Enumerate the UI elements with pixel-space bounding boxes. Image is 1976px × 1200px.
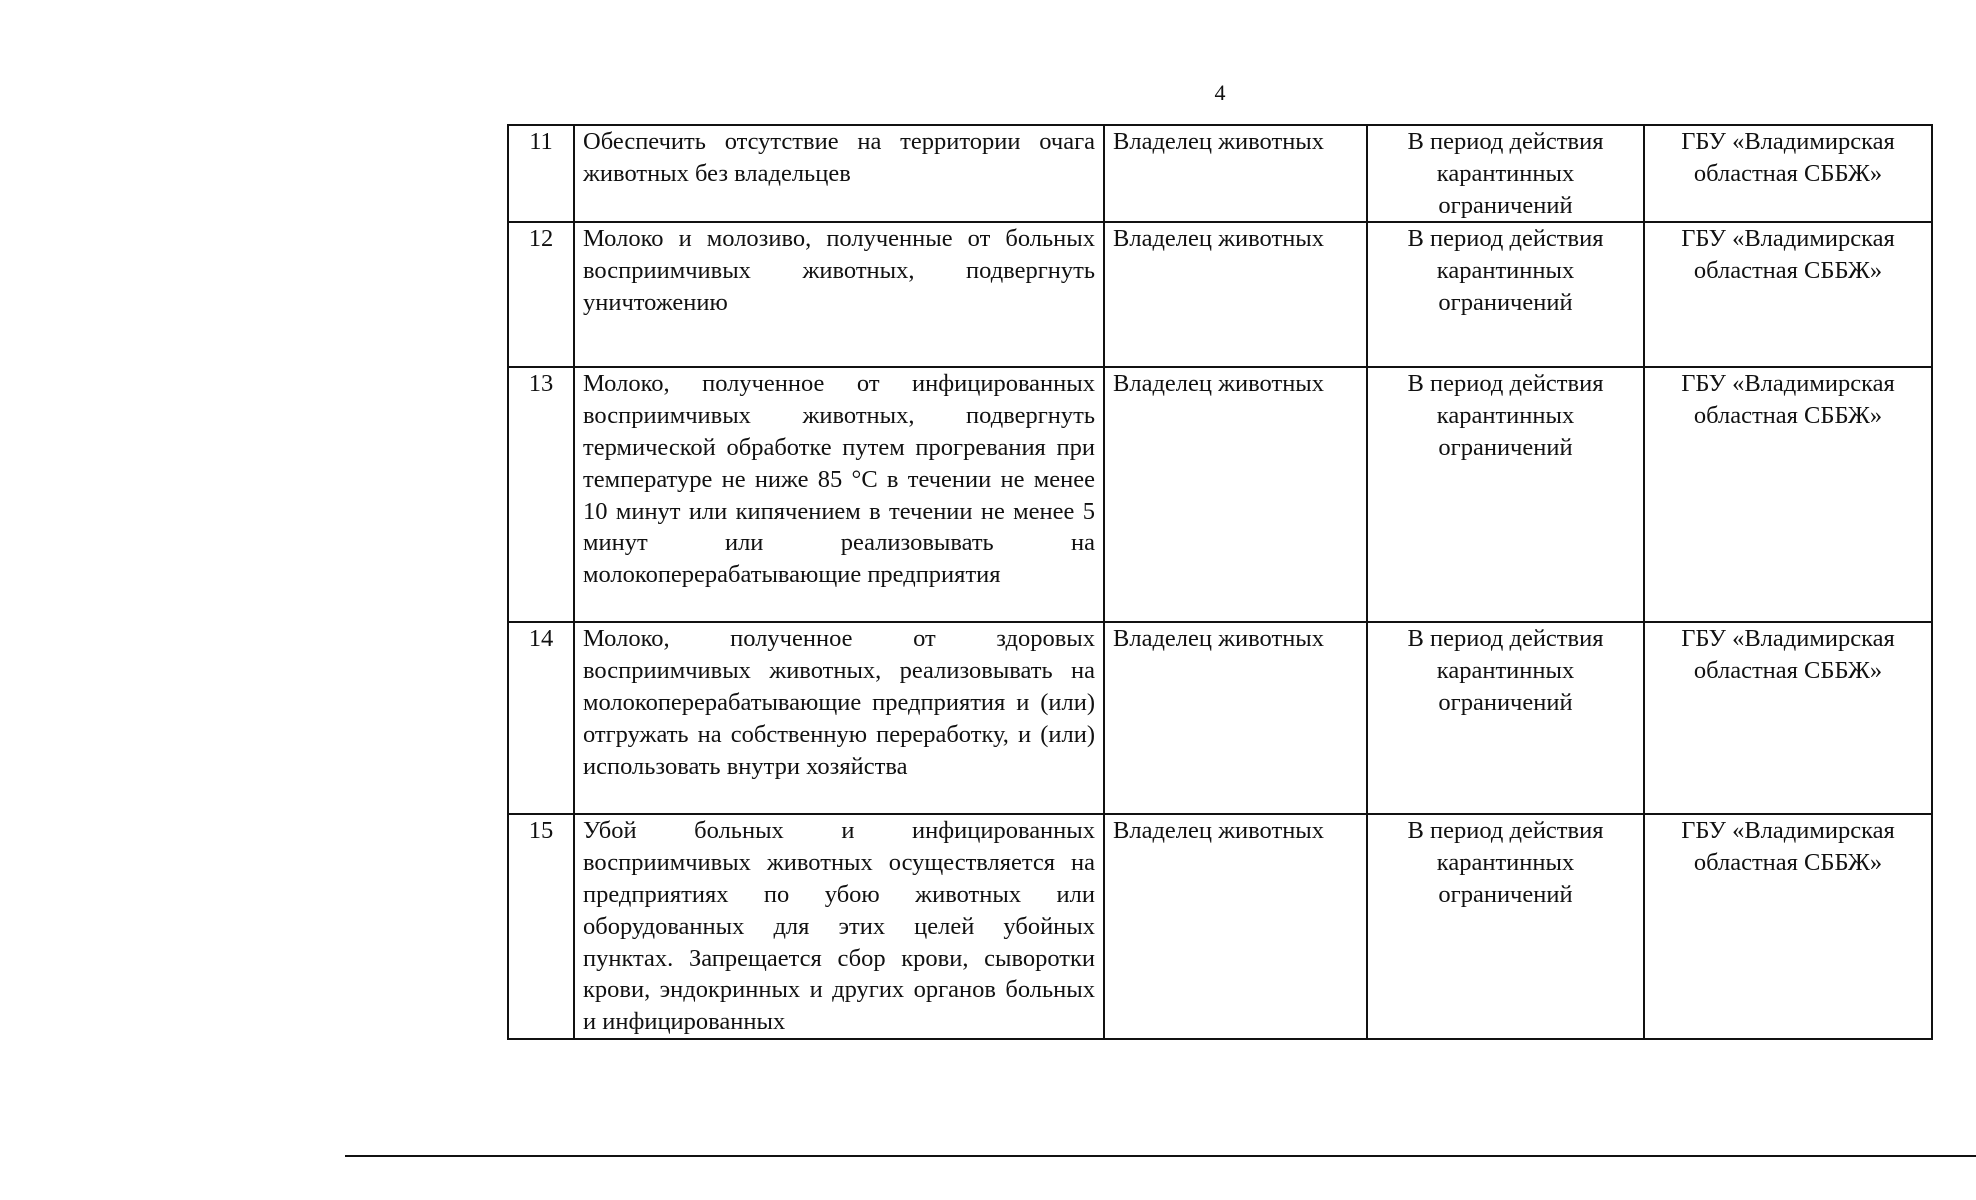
responsible-party: Владелец животных (1104, 814, 1367, 1039)
period-text: В период действия карантинных ограничений (1367, 622, 1644, 814)
row-number: 15 (508, 814, 574, 1039)
measure-text: Молоко, полученное от инфицированных восприимчивых животных, подвергнуть термической обработке путем прогревания при температуре не ниже 85 °С в течении не менее 10 минут или кипячением в течении не менее 5 минут или реализовывать на молокоперерабатывающие предприятия (574, 367, 1104, 622)
period-text: В период действия карантинных ограничений (1367, 367, 1644, 622)
row-number: 14 (508, 622, 574, 814)
measure-text: Обеспечить отсутствие на территории очага животных без владельцев (574, 125, 1104, 222)
row-number: 11 (508, 125, 574, 222)
bottom-divider-line (345, 1155, 1976, 1157)
responsible-party: Владелец животных (1104, 125, 1367, 222)
organization-text: ГБУ «Владимирская областная СББЖ» (1644, 367, 1932, 622)
row-number: 12 (508, 222, 574, 367)
organization-text: ГБУ «Владимирская областная СББЖ» (1644, 622, 1932, 814)
table-row (508, 814, 1932, 1039)
responsible-party: Владелец животных (1104, 222, 1367, 367)
measure-text: Убой больных и инфицированных восприимчивых животных осуществляется на предприятиях по убою животных или оборудованных для этих целей убойных пунктах. Запрещается сбор крови, сыворотки крови, эндокринных и других органов больных и инфицированных (574, 814, 1104, 1039)
responsible-party: Владелец животных (1104, 622, 1367, 814)
row-number: 13 (508, 367, 574, 622)
organization-text: ГБУ «Владимирская областная СББЖ» (1644, 222, 1932, 367)
table-row (508, 222, 1932, 367)
measures-table (507, 124, 1933, 1040)
organization-text: ГБУ «Владимирская областная СББЖ» (1644, 814, 1932, 1039)
period-text: В период действия карантинных ограничений (1367, 814, 1644, 1039)
period-text: В период действия карантинных ограничений (1367, 222, 1644, 367)
measure-text: Молоко, полученное от здоровых восприимчивых животных, реализовывать на молокоперерабатывающие предприятия и (или) отгружать на собственную переработку, и (или) использовать внутри хозяйства (574, 622, 1104, 814)
measure-text: Молоко и молозиво, полученные от больных восприимчивых животных, подвергнуть уничтожению (574, 222, 1104, 367)
organization-text: ГБУ «Владимирская областная СББЖ» (1644, 125, 1932, 222)
table-row (508, 367, 1932, 622)
table-row (508, 125, 1932, 222)
page-number: 4 (1214, 80, 1226, 105)
responsible-party: Владелец животных (1104, 367, 1367, 622)
period-text: В период действия карантинных ограничений (1367, 125, 1644, 222)
table-row (508, 622, 1932, 814)
